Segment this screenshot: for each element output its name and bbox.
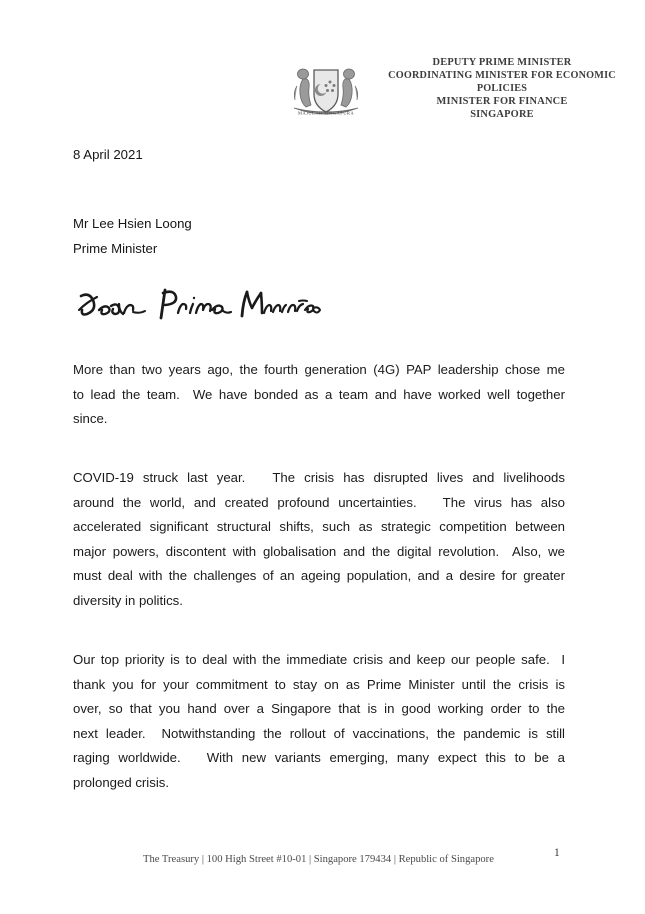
recipient-block xyxy=(73,212,192,261)
handwritten-salutation xyxy=(77,280,322,336)
paragraph-1 xyxy=(73,358,565,432)
paragraph-2 xyxy=(73,466,565,614)
paragraph-2-line-1: COVID-19 struck last year. The crisis has disrupted lives and livelihoods xyxy=(73,470,565,485)
paragraph-2-line-2: around the world, and created profound uncertainties. The virus has also xyxy=(73,494,565,510)
singapore-coat-of-arms-icon xyxy=(284,58,368,122)
paragraph-3-line-5: raging worldwide. With new variants emerging, many expect this to be a xyxy=(73,750,565,766)
paragraph-2-line-6: diversity in politics. xyxy=(73,592,183,608)
paragraph-2-line-3: accelerated significant structural shifts, such as strategic competition between xyxy=(73,519,565,535)
paragraph-1-line-3: since. xyxy=(73,411,108,427)
letter-date: 8 April 2021 xyxy=(73,147,143,162)
paragraph-3-line-4: next leader. Notwithstanding the rollout of vaccinations, the pandemic is still xyxy=(73,725,565,741)
paragraph-3-line-1: Our top priority is to deal with the immediate crisis and keep our people safe. I xyxy=(73,652,565,667)
letterhead-line-minister-for-finance: MINISTER FOR FINANCE xyxy=(436,96,568,107)
paragraph-3-line-2: thank you for your commitment to stay on as Prime Minister until the crisis is xyxy=(73,676,565,692)
footer-address: The Treasury | 100 High Street #10-01 | Singapore 179434 | Republic of Singapore xyxy=(143,854,494,865)
paragraph-3 xyxy=(73,648,565,796)
paragraph-2-line-4: major powers, discontent with globalisation and the digital revolution. Also, we xyxy=(73,543,565,559)
letterhead-line-deputy-prime-minister: DEPUTY PRIME MINISTER xyxy=(432,57,572,68)
paragraph-3-line-6: prolonged crisis. xyxy=(73,774,170,790)
paragraph-1-line-2: to lead the team. We have bonded as a team and have worked well together xyxy=(73,386,565,402)
recipient-title: Prime Minister xyxy=(73,240,158,256)
page-number: 1 xyxy=(554,847,560,859)
paragraph-1-line-1: More than two years ago, the fourth generation (4G) PAP leadership chose me xyxy=(73,362,565,377)
paragraph-3-line-3: over, so that you hand over a Singapore that is in good working order to the xyxy=(73,701,565,717)
paragraph-2-line-5: must deal with the challenges of an ageing population, and a desire for greater xyxy=(73,568,565,584)
letterhead-line-singapore: SINGAPORE xyxy=(470,109,534,120)
crest-motto-text: MAJULAH SINGAPURA xyxy=(297,110,355,116)
letterhead-line-coordinating-minister: COORDINATING MINISTER FOR ECONOMIC POLICIES xyxy=(388,70,616,94)
recipient-name: Mr Lee Hsien Loong xyxy=(73,216,192,231)
letterhead-titles xyxy=(362,56,642,121)
